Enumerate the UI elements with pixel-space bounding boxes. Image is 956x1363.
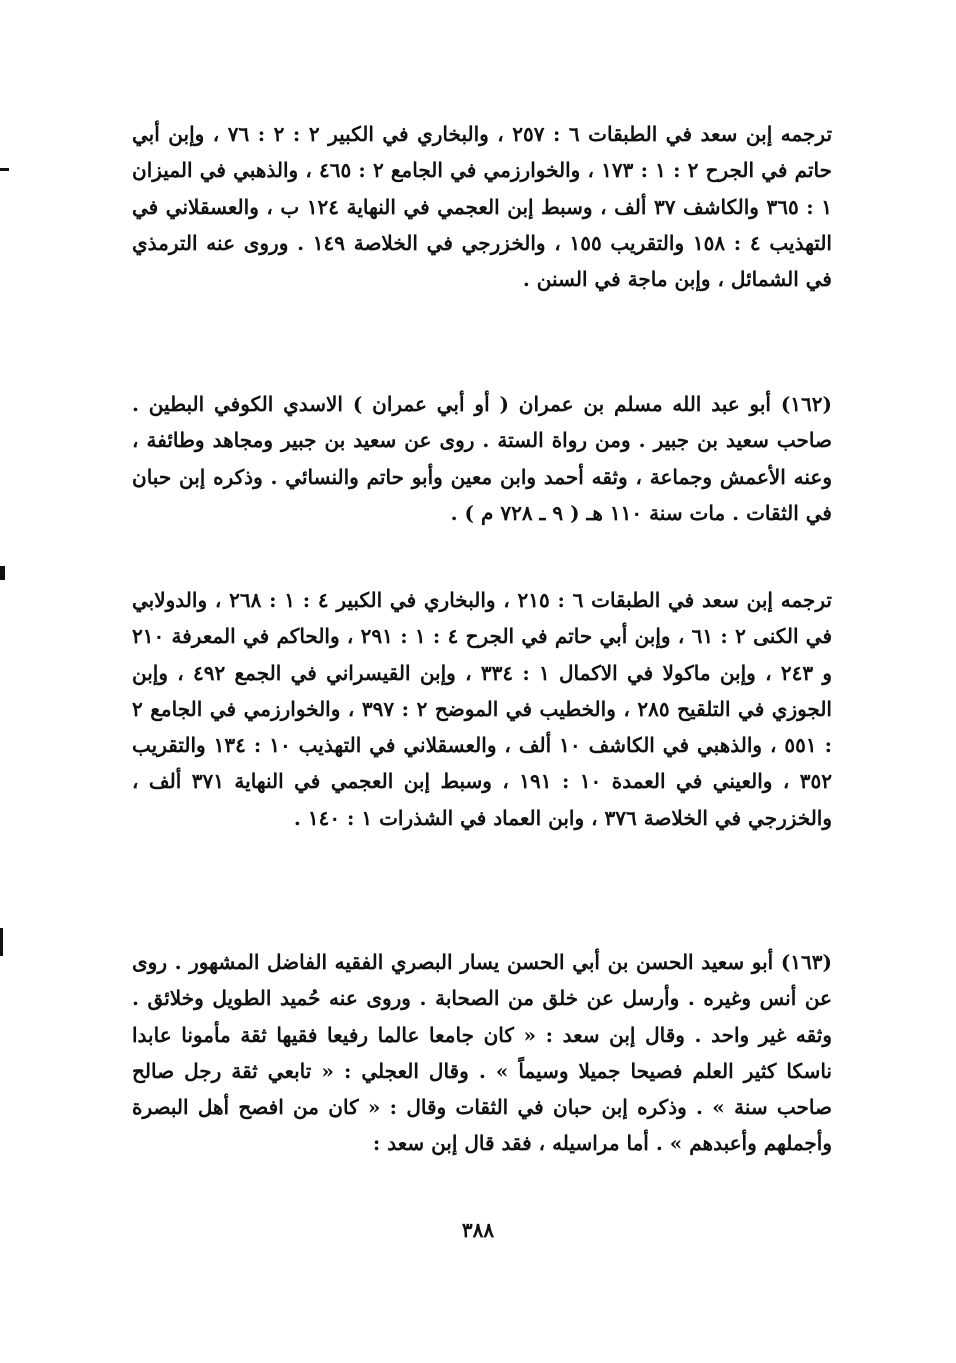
footnote-paragraph-163-biography: (١٦٣) أبو سعيد الحسن بن أبي الحسن يسار البصري الفقيه الفاضل المشهور . روى عن أنس وغيره . وأرسل عن خلق من الصحابة . وروى عنه حُميد الطويل وخلائق . وثقه غير واحد . وقال إبن سعد : « كان جامعا عالما رفيعا فقيها ثقة مأمونا عابدا ناسكا كثير العلم فصيحا جميلا وسيماً » . وقال العجلي : « تابعي ثقة رجل صالح صاحب سنة » . وذكره إبن حبان في الثقات وقال : « كان من افصح أهل البصرة وأجملهم وأعبدهم » . أما مراسيله ، فقد قال إبن سعد : bbox=[132, 950, 832, 1156]
footnote-paragraph-162-references: ترجمه إبن سعد في الطبقات ٦ : ٢١٥ ، والبخاري في الكبير ٤ : ١ : ٢٦٨ ، والدولابي في الكنى ٢ : ٦١ ، وإبن أبي حاتم في الجرح ٤ : ١ : ٢٩١ ، والحاكم في المعرفة ٢١٠ و ٢٤٣ ، وإبن ماكولا في الاكمال ١ : ٣٣٤ ، وإبن القيسراني في الجمع ٤٩٢ ، وإبن الجوزي في التلقيح ٢٨٥ ، والخطيب في الموضح ٢ : ٣٩٧ ، والخوارزمي في الجامع ٢ : ٥٥١ ، والذهبي في الكاشف ١٠ ألف ، والعسقلاني في التهذيب ١٠ : ١٣٤ والتقريب ٣٥٢ ، والعيني في العمدة ١٠ : ١٩١ ، وسبط إبن العجمي في النهاية ٣٧١ ألف ، والخزرجي في الخلاصة ٣٧٦ ، وابن العماد في الشذرات ١ : ١٤٠ . bbox=[132, 588, 833, 830]
binding-edge-mark bbox=[0, 168, 9, 171]
binding-edge-mark bbox=[0, 928, 3, 956]
binding-edge-mark bbox=[0, 566, 5, 580]
footnote-paragraph-ibn-saad-references: ترجمه إبن سعد في الطبقات ٦ : ٢٥٧ ، والبخاري في الكبير ٢ : ٢ : ٧٦ ، وإبن أبي حاتم في الجرح ٢ : ١ : ١٧٣ ، والخوارزمي في الجامع ٢ : ٤٦٥ ، والذهبي في الميزان ١ : ٣٦٥ والكاشف ٣٧ ألف ، وسبط إبن العجمي في النهاية ١٢٤ ب ، والعسقلاني في التهذيب ٤ : ١٥٨ والتقريب ١٥٥ ، والخزرجي في الخلاصة ١٤٩ . وروى عنه الترمذي في الشمائل ، وإبن ماجة في السنن . bbox=[132, 122, 833, 292]
page-number: ٣٨٨ bbox=[461, 1218, 495, 1242]
footnote-paragraph-162-biography: (١٦٢) أبو عبد الله مسلم بن عمران ( أو أبي عمران ) الاسدي الكوفي البطين . صاحب سعيد بن جبير . ومن رواة الستة . روى عن سعيد بن جبير ومجاهد وطائفة ، وعنه الأعمش وجماعة ، وثقه أحمد وابن معين وأبو حاتم والنسائي . وذكره إبن حبان في الثقات . مات سنة ١١٠ هـ ( ٩ ـ ٧٢٨ م ) . bbox=[132, 392, 832, 525]
